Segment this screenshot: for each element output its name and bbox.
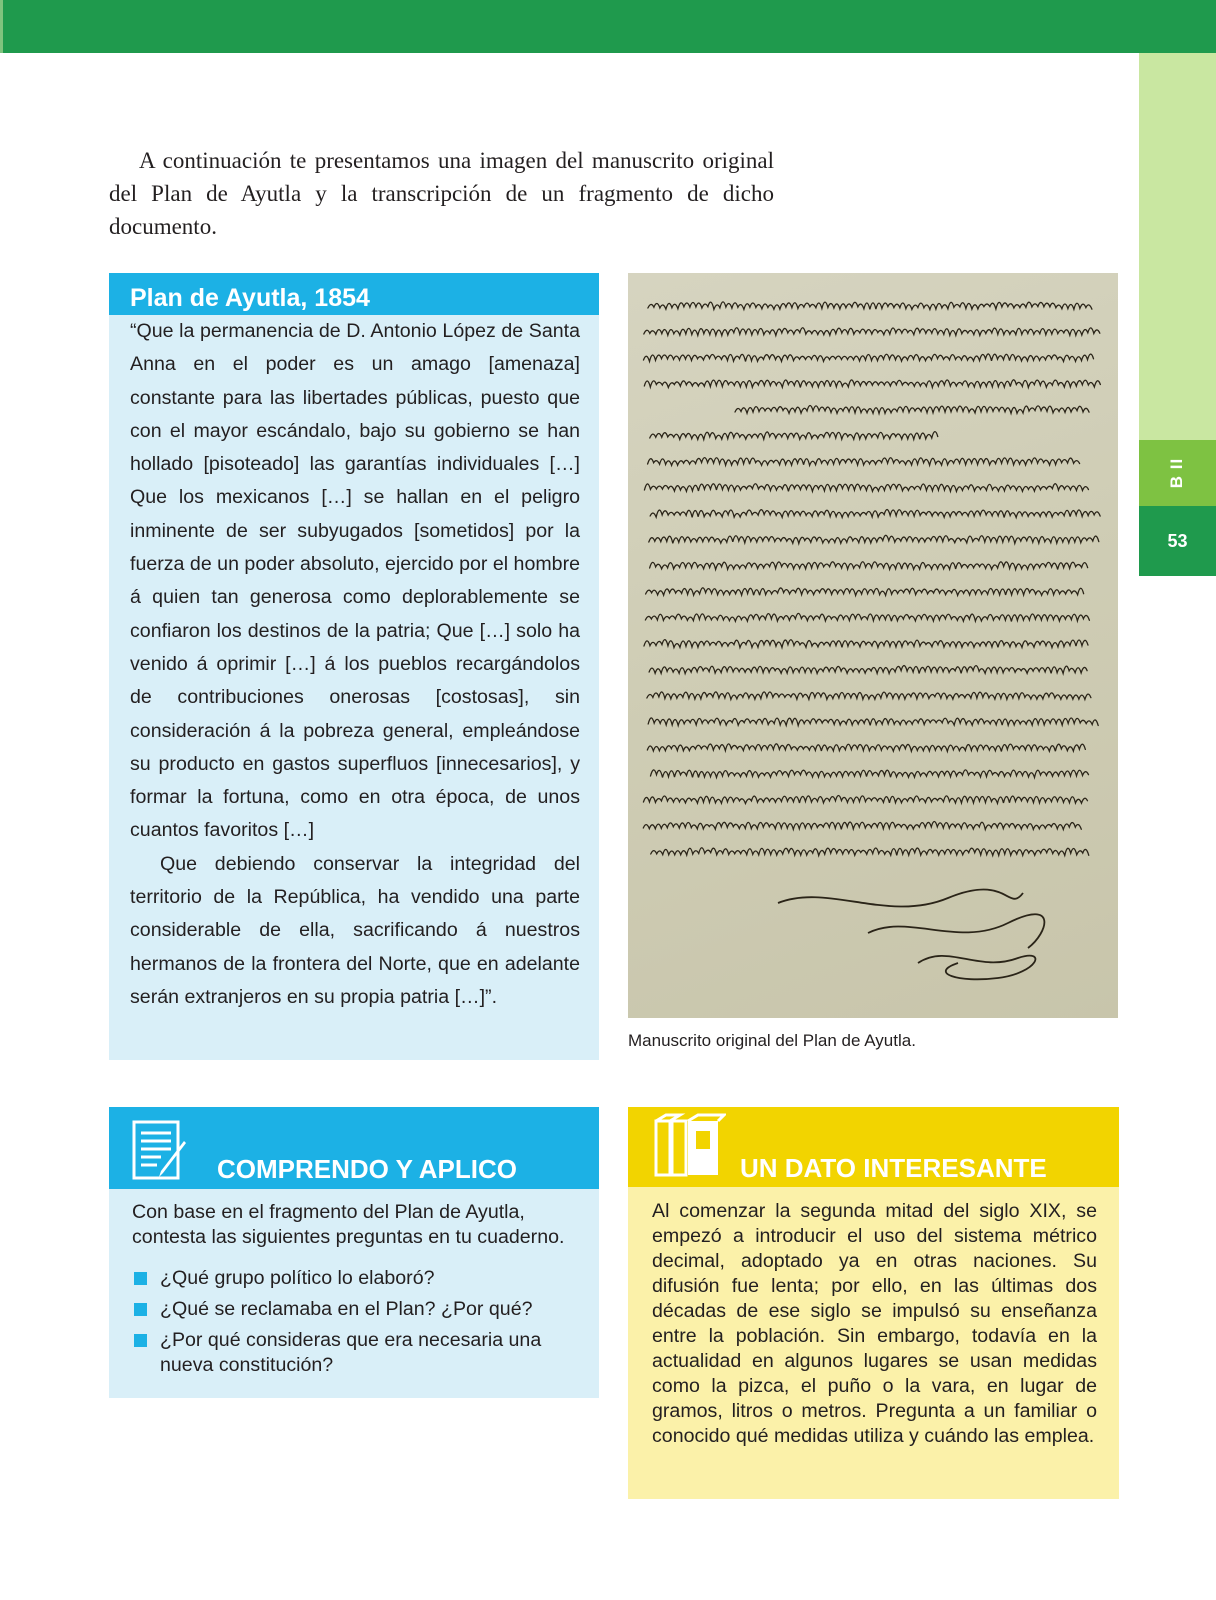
handwriting-line bbox=[643, 821, 1081, 829]
bullet-square-icon bbox=[134, 1272, 147, 1285]
dato-interesante-box bbox=[628, 1107, 1119, 1499]
handwriting-line bbox=[647, 744, 1085, 752]
question-text: ¿Por qué consideras que era necesaria una nueva constitución? bbox=[160, 1329, 542, 1376]
handwriting-line bbox=[644, 484, 1088, 492]
block-label: B II bbox=[1167, 457, 1187, 489]
handwriting-line bbox=[648, 458, 1080, 466]
page-number: 53 bbox=[1139, 506, 1216, 576]
question-list bbox=[132, 1266, 580, 1384]
notepad-pencil-icon bbox=[131, 1119, 191, 1183]
intro-text bbox=[109, 144, 774, 243]
comprendo-title: COMPRENDO Y APLICO bbox=[217, 1154, 518, 1184]
handwriting-line bbox=[648, 718, 1098, 726]
comprendo-y-aplico-box bbox=[109, 1107, 599, 1398]
plan-paragraph-1: “Que la permanencia de D. Antonio López de Santa Anna en el poder es un amago [amenaza] constante para las libertades públicas, puesto que con el mayor escándalo, bajo su gobierno se han hollado [pisoteado] las garantías individuales […] Que los mexicanos […] se hallan en el peligro inminente de ser subyugados [sometidos] por la fuerza de un poder absoluto, ejercido por el hombre á quien tan generosa como deplorablemente se confiaron los destinos de la patria; Que […] solo ha venido á oprimir […] á los pueblos recargándolos de contribuciones onerosas [costosas], sin consideración á la pobreza general, empleándose su producto en gastos superfluos [innecesarios], y formar la fortuna, como en otra época, de unos cuantos favoritos […] bbox=[130, 320, 580, 842]
side-tab-background bbox=[1139, 53, 1216, 440]
top-header-bar bbox=[0, 0, 1216, 53]
question-item bbox=[132, 1297, 580, 1322]
handwriting-line bbox=[644, 354, 1094, 362]
handwriting-line bbox=[647, 692, 1091, 699]
handwriting-line bbox=[645, 613, 1089, 621]
question-text: ¿Qué grupo político lo elaboró? bbox=[160, 1267, 435, 1289]
handwriting-line bbox=[650, 510, 1100, 518]
dato-title: UN DATO INTERESANTE bbox=[740, 1153, 1047, 1183]
plan-transcription bbox=[130, 315, 580, 1014]
handwriting-line bbox=[650, 432, 938, 440]
handwriting-line bbox=[643, 796, 1087, 804]
handwriting-line bbox=[735, 406, 1089, 414]
handwriting-line bbox=[644, 328, 1100, 336]
dato-header bbox=[628, 1107, 1119, 1187]
manuscript-caption: Manuscrito original del Plan de Ayutla. bbox=[628, 1031, 916, 1050]
comprendo-header bbox=[109, 1107, 599, 1189]
bullet-square-icon bbox=[134, 1303, 147, 1316]
handwriting-line bbox=[644, 640, 1088, 648]
dato-text: Al comenzar la segunda mitad del siglo XIX, se empezó a introducir el uso del sistema métrico decimal, adoptado ya en otras naciones. Su difusión fue lenta; por ello, en las últimas dos décadas de ese siglo se impulsó su enseñanza entre la población. Sin embargo, todavía en la actualidad en algunos lugares se usan medidas como la pizca, el puño o la vara, en lugar de gramos, litros o metros. Pregunta a un familiar o conocido qué medidas utiliza y cuándo las emplea. bbox=[652, 1200, 1097, 1447]
header-edge bbox=[0, 0, 3, 53]
manuscript-image bbox=[628, 273, 1118, 1018]
block-tab bbox=[1139, 440, 1216, 506]
handwriting-line bbox=[644, 380, 1100, 388]
handwriting-illustration bbox=[628, 273, 1118, 1018]
bullet-square-icon bbox=[134, 1334, 147, 1347]
plan-title: Plan de Ayutla, 1854 bbox=[130, 284, 370, 312]
handwriting-line bbox=[650, 562, 1088, 570]
plan-paragraph-2: Que debiendo conservar la integridad del territorio de la República, ha vendido una parte considerable de ella, sacrificando á nuestros hermanos de la frontera del Norte, que en adelante serán extranjeros en su propia patria […]”. bbox=[130, 852, 580, 1008]
question-item bbox=[132, 1266, 580, 1291]
handwriting-line bbox=[650, 770, 1088, 778]
handwriting-line bbox=[648, 302, 1092, 310]
handwriting-line bbox=[651, 848, 1089, 856]
books-icon bbox=[652, 1113, 726, 1181]
handwriting-line bbox=[649, 666, 1087, 674]
question-text: ¿Qué se reclamaba en el Plan? ¿Por qué? bbox=[160, 1298, 533, 1320]
handwriting-line bbox=[649, 535, 1099, 543]
plan-de-ayutla-box bbox=[109, 273, 599, 1060]
handwriting-line bbox=[646, 588, 1084, 596]
question-item bbox=[132, 1328, 580, 1378]
comprendo-instructions: Con base en el fragmento del Plan de Ayutla, contesta las siguientes preguntas en tu cuaderno. bbox=[132, 1201, 565, 1248]
intro-paragraph: A continuación te presentamos una imagen del manuscrito original del Plan de Ayutla y la transcripción de un fragmento de dicho documento. bbox=[109, 148, 774, 239]
